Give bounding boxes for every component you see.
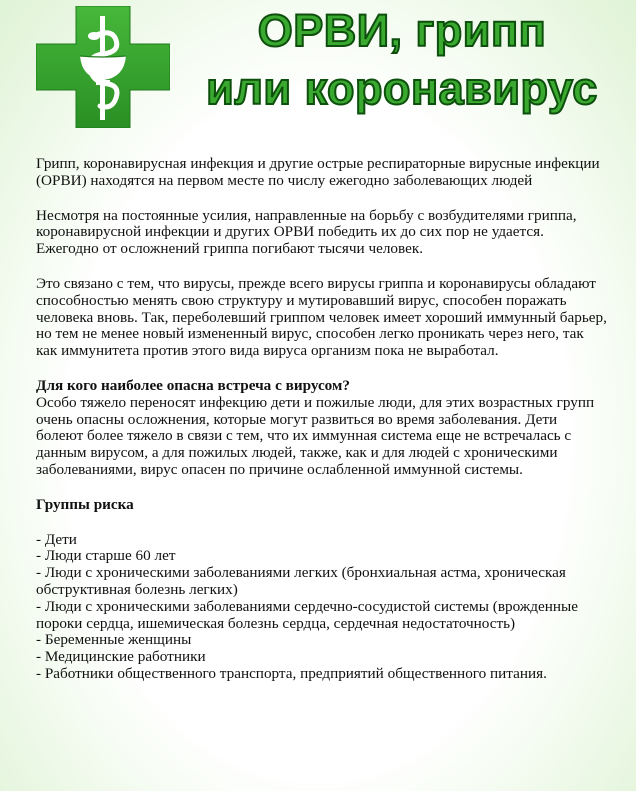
list-item: - Люди старше 60 лет xyxy=(36,547,176,565)
list-item: - Люди с хроническими заболеваниями легких (бронхиальная астма, хроническая обструктивная болезнь легких) xyxy=(36,564,566,598)
pharmacy-cross-bowl-of-hygieia-icon xyxy=(36,6,170,128)
title-line-1: ОРВИ, грипп xyxy=(257,5,547,56)
article-body xyxy=(36,156,608,683)
danger-heading: Для кого наиболее опасна встреча с вирусом? xyxy=(36,376,350,394)
list-item: - Люди с хроническими заболеваниями сердечно-сосудистой системы (врожденные пороки сердца, ишемическая болезнь сердца, сердечная недостаточность) xyxy=(36,597,578,632)
danger-paragraph: Особо тяжело переносят инфекцию дети и пожилые люди, для этих возрастных групп очень опасны осложнения, которые могут развиться во время заболевания. Дети болеют более тяжело в связи с тем, что их иммунная система еще не встречалась с данным вирусом, а для пожилых людей, также, как и для людей с хроническими заболеваниями, вирус опасен по причине ослабленной иммунной системы. xyxy=(36,393,595,478)
list-item: - Работники общественного транспорта, предприятий общественного питания. xyxy=(36,664,547,682)
list-item: - Медицинские работники xyxy=(36,648,206,666)
list-item: - Беременные женщины xyxy=(36,631,192,649)
deaths-paragraph: Ежегодно от осложнений гриппа погибают тысячи человек. xyxy=(36,240,423,258)
efforts-paragraph: Несмотря на постоянные усилия, направленные на борьбу с возбудителями гриппа, коронавирусной инфекции и других ОРВИ победить их до сих пор не удается. xyxy=(36,206,577,241)
header xyxy=(0,0,636,140)
list-item: - Дети xyxy=(36,530,77,548)
intro-paragraph: Грипп, коронавирусная инфекция и другие острые респираторные вирусные инфекции (ОРВИ) находятся на первом месте по числу ежегодно заболевающих людей xyxy=(36,155,600,189)
page-title xyxy=(176,2,628,118)
mutation-paragraph: Это связано с тем, что вирусы, прежде всего вирусы гриппа и коронавирусы обладают способностью менять свою структуру и мутировавший вирус, способен поражать человека вновь. Так, переболевший гриппом человек имеет хороший иммунный барьер, но тем не менее новый измененный вирус, способен легко проникать через него, так как иммунитета против этого вида вируса организм пока не выработал. xyxy=(36,274,607,360)
title-line-2: или коронавирус xyxy=(206,63,598,114)
risk-groups-list xyxy=(36,532,608,683)
risk-groups-heading: Группы риска xyxy=(36,495,134,513)
